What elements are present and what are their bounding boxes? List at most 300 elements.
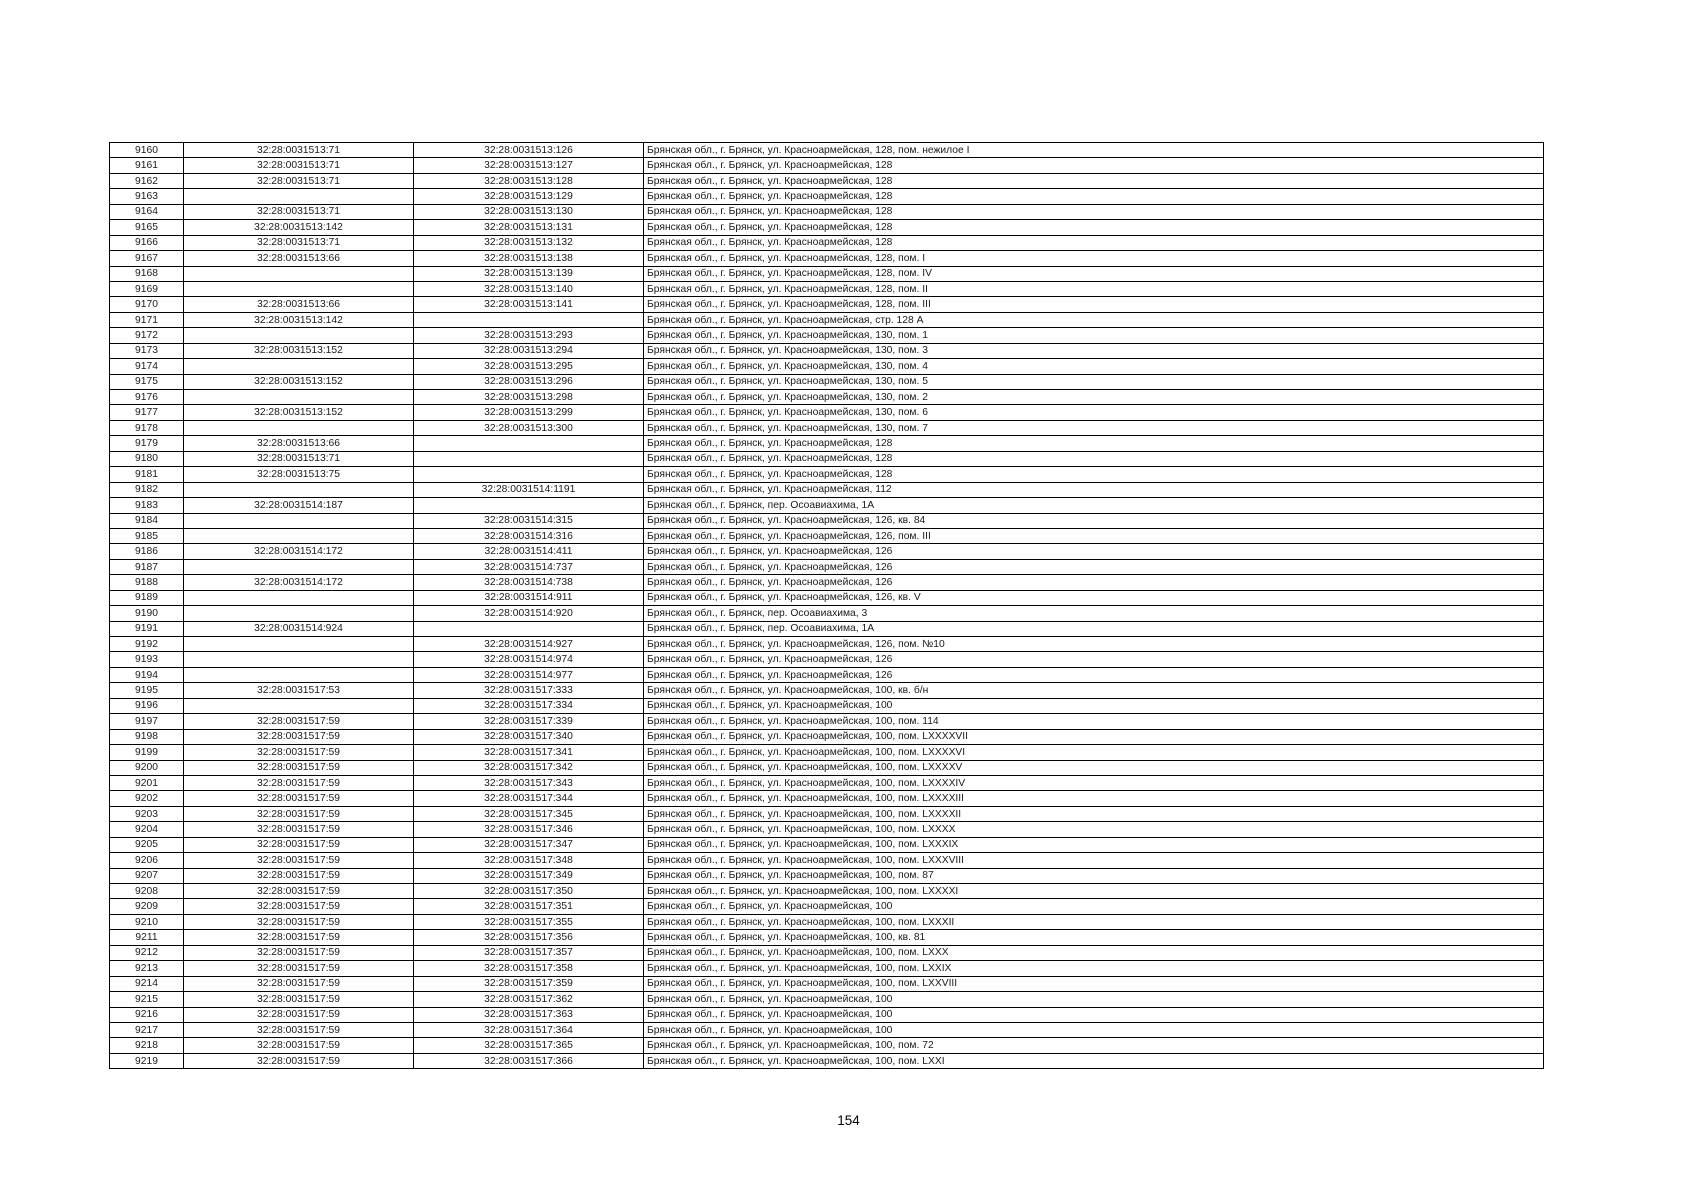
parent-cadastral-number-cell	[184, 189, 414, 204]
cadastral-number-cell: 32:28:0031517:333	[414, 683, 644, 698]
table-row	[110, 868, 1544, 883]
address-cell: Брянская обл., г. Брянск, ул. Красноармейская, 126, кв. V	[644, 590, 1544, 605]
row-number-cell: 9199	[110, 745, 184, 760]
parent-cadastral-number-cell	[184, 528, 414, 543]
table-row	[110, 189, 1544, 204]
parent-cadastral-number-cell	[184, 559, 414, 574]
parent-cadastral-number-cell: 32:28:0031513:66	[184, 297, 414, 312]
table-row	[110, 884, 1544, 899]
cadastral-number-cell: 32:28:0031513:130	[414, 204, 644, 219]
row-number-cell: 9160	[110, 143, 184, 158]
row-number-cell: 9206	[110, 853, 184, 868]
parent-cadastral-number-cell: 32:28:0031513:71	[184, 158, 414, 173]
cadastral-number-cell: 32:28:0031513:294	[414, 343, 644, 358]
address-cell: Брянская обл., г. Брянск, ул. Красноармейская, 126	[644, 575, 1544, 590]
parent-cadastral-number-cell: 32:28:0031517:59	[184, 961, 414, 976]
table-row	[110, 914, 1544, 929]
address-cell: Брянская обл., г. Брянск, ул. Красноармейская, 100, пом. LXXVIII	[644, 976, 1544, 991]
cadastral-number-cell: 32:28:0031517:345	[414, 806, 644, 821]
parent-cadastral-number-cell: 32:28:0031517:59	[184, 1053, 414, 1068]
row-number-cell: 9215	[110, 992, 184, 1007]
cadastral-number-cell: 32:28:0031517:366	[414, 1053, 644, 1068]
table-row	[110, 961, 1544, 976]
parent-cadastral-number-cell	[184, 652, 414, 667]
address-cell: Брянская обл., г. Брянск, ул. Красноармейская, 100, пом. LXXXVIII	[644, 853, 1544, 868]
parent-cadastral-number-cell: 32:28:0031517:59	[184, 745, 414, 760]
row-number-cell: 9198	[110, 729, 184, 744]
address-cell: Брянская обл., г. Брянск, ул. Красноармейская, 100, кв. б/н	[644, 683, 1544, 698]
row-number-cell: 9173	[110, 343, 184, 358]
parent-cadastral-number-cell: 32:28:0031513:66	[184, 436, 414, 451]
row-number-cell: 9167	[110, 251, 184, 266]
table-row	[110, 436, 1544, 451]
row-number-cell: 9201	[110, 775, 184, 790]
parent-cadastral-number-cell: 32:28:0031513:71	[184, 235, 414, 250]
address-cell: Брянская обл., г. Брянск, ул. Красноармейская, 126	[644, 652, 1544, 667]
parent-cadastral-number-cell	[184, 698, 414, 713]
parent-cadastral-number-cell: 32:28:0031517:59	[184, 914, 414, 929]
cadastral-number-cell: 32:28:0031514:920	[414, 606, 644, 621]
row-number-cell: 9196	[110, 698, 184, 713]
parent-cadastral-number-cell: 32:28:0031517:59	[184, 760, 414, 775]
row-number-cell: 9175	[110, 374, 184, 389]
row-number-cell: 9171	[110, 312, 184, 327]
row-number-cell: 9166	[110, 235, 184, 250]
row-number-cell: 9208	[110, 884, 184, 899]
address-cell: Брянская обл., г. Брянск, ул. Красноармейская, 100	[644, 1022, 1544, 1037]
cadastral-number-cell: 32:28:0031517:343	[414, 775, 644, 790]
cadastral-number-cell: 32:28:0031517:363	[414, 1007, 644, 1022]
parent-cadastral-number-cell: 32:28:0031517:59	[184, 884, 414, 899]
table-row	[110, 467, 1544, 482]
table-row	[110, 652, 1544, 667]
cadastral-number-cell	[414, 621, 644, 636]
cadastral-number-cell: 32:28:0031517:350	[414, 884, 644, 899]
table-row	[110, 791, 1544, 806]
address-cell: Брянская обл., г. Брянск, ул. Красноармейская, 130, пом. 6	[644, 405, 1544, 420]
table-row	[110, 359, 1544, 374]
records-table-body	[110, 143, 1544, 1069]
row-number-cell: 9191	[110, 621, 184, 636]
cadastral-number-cell: 32:28:0031517:359	[414, 976, 644, 991]
parent-cadastral-number-cell	[184, 606, 414, 621]
row-number-cell: 9214	[110, 976, 184, 991]
table-row	[110, 158, 1544, 173]
row-number-cell: 9182	[110, 482, 184, 497]
address-cell: Брянская обл., г. Брянск, ул. Красноармейская, 128, пом. III	[644, 297, 1544, 312]
table-row	[110, 1022, 1544, 1037]
address-cell: Брянская обл., г. Брянск, ул. Красноармейская, 126, пом. III	[644, 528, 1544, 543]
address-cell: Брянская обл., г. Брянск, ул. Красноармейская, 128	[644, 220, 1544, 235]
row-number-cell: 9184	[110, 513, 184, 528]
address-cell: Брянская обл., г. Брянск, ул. Красноармейская, 126, кв. 84	[644, 513, 1544, 528]
table-row	[110, 328, 1544, 343]
address-cell: Брянская обл., г. Брянск, ул. Красноармейская, 128	[644, 158, 1544, 173]
cadastral-number-cell: 32:28:0031513:140	[414, 281, 644, 296]
table-row	[110, 575, 1544, 590]
cadastral-number-cell: 32:28:0031517:344	[414, 791, 644, 806]
cadastral-number-cell: 32:28:0031517:341	[414, 745, 644, 760]
row-number-cell: 9197	[110, 714, 184, 729]
parent-cadastral-number-cell: 32:28:0031517:59	[184, 945, 414, 960]
address-cell: Брянская обл., г. Брянск, ул. Красноармейская, 100, пом. 114	[644, 714, 1544, 729]
table-row	[110, 1053, 1544, 1068]
cadastral-number-cell: 32:28:0031514:974	[414, 652, 644, 667]
cadastral-number-cell: 32:28:0031517:351	[414, 899, 644, 914]
cadastral-number-cell: 32:28:0031513:127	[414, 158, 644, 173]
table-row	[110, 745, 1544, 760]
records-table	[109, 142, 1544, 1069]
parent-cadastral-number-cell: 32:28:0031517:59	[184, 714, 414, 729]
cadastral-number-cell: 32:28:0031513:131	[414, 220, 644, 235]
table-row	[110, 683, 1544, 698]
table-row	[110, 930, 1544, 945]
table-row	[110, 498, 1544, 513]
table-row	[110, 281, 1544, 296]
cadastral-number-cell: 32:28:0031517:342	[414, 760, 644, 775]
row-number-cell: 9210	[110, 914, 184, 929]
address-cell: Брянская обл., г. Брянск, ул. Красноармейская, 100, пом. LXXXXII	[644, 806, 1544, 821]
address-cell: Брянская обл., г. Брянск, ул. Красноармейская, 100, кв. 81	[644, 930, 1544, 945]
cadastral-number-cell: 32:28:0031514:316	[414, 528, 644, 543]
row-number-cell: 9202	[110, 791, 184, 806]
row-number-cell: 9207	[110, 868, 184, 883]
parent-cadastral-number-cell	[184, 390, 414, 405]
row-number-cell: 9161	[110, 158, 184, 173]
table-row	[110, 1007, 1544, 1022]
address-cell: Брянская обл., г. Брянск, ул. Красноармейская, 112	[644, 482, 1544, 497]
parent-cadastral-number-cell: 32:28:0031517:59	[184, 992, 414, 1007]
row-number-cell: 9165	[110, 220, 184, 235]
table-row	[110, 528, 1544, 543]
cadastral-number-cell: 32:28:0031513:300	[414, 420, 644, 435]
address-cell: Брянская обл., г. Брянск, ул. Красноармейская, 100, пом. LXXXIX	[644, 837, 1544, 852]
parent-cadastral-number-cell: 32:28:0031517:59	[184, 729, 414, 744]
parent-cadastral-number-cell: 32:28:0031513:152	[184, 343, 414, 358]
parent-cadastral-number-cell: 32:28:0031517:59	[184, 822, 414, 837]
table-row	[110, 390, 1544, 405]
table-row	[110, 992, 1544, 1007]
row-number-cell: 9163	[110, 189, 184, 204]
address-cell: Брянская обл., г. Брянск, ул. Красноармейская, 100, пом. 87	[644, 868, 1544, 883]
parent-cadastral-number-cell	[184, 420, 414, 435]
address-cell: Брянская обл., г. Брянск, ул. Красноармейская, 128	[644, 204, 1544, 219]
cadastral-number-cell: 32:28:0031513:128	[414, 173, 644, 188]
cadastral-number-cell: 32:28:0031517:356	[414, 930, 644, 945]
table-row	[110, 482, 1544, 497]
row-number-cell: 9172	[110, 328, 184, 343]
cadastral-number-cell: 32:28:0031517:365	[414, 1038, 644, 1053]
row-number-cell: 9170	[110, 297, 184, 312]
address-cell: Брянская обл., г. Брянск, ул. Красноармейская, 100	[644, 698, 1544, 713]
table-row	[110, 621, 1544, 636]
cadastral-number-cell: 32:28:0031513:293	[414, 328, 644, 343]
cadastral-number-cell: 32:28:0031514:911	[414, 590, 644, 605]
table-row	[110, 251, 1544, 266]
row-number-cell: 9193	[110, 652, 184, 667]
row-number-cell: 9176	[110, 390, 184, 405]
table-row	[110, 637, 1544, 652]
parent-cadastral-number-cell: 32:28:0031517:59	[184, 1022, 414, 1037]
table-row	[110, 420, 1544, 435]
table-row	[110, 822, 1544, 837]
address-cell: Брянская обл., г. Брянск, ул. Красноармейская, 128, пом. IV	[644, 266, 1544, 281]
row-number-cell: 9185	[110, 528, 184, 543]
row-number-cell: 9213	[110, 961, 184, 976]
cadastral-number-cell: 32:28:0031517:348	[414, 853, 644, 868]
cadastral-number-cell: 32:28:0031513:139	[414, 266, 644, 281]
table-row	[110, 1038, 1544, 1053]
address-cell: Брянская обл., г. Брянск, ул. Красноармейская, 130, пом. 1	[644, 328, 1544, 343]
address-cell: Брянская обл., г. Брянск, ул. Красноармейская, 128	[644, 189, 1544, 204]
parent-cadastral-number-cell: 32:28:0031513:71	[184, 173, 414, 188]
row-number-cell: 9169	[110, 281, 184, 296]
table-row	[110, 220, 1544, 235]
address-cell: Брянская обл., г. Брянск, ул. Красноармейская, 100, пом. LXXXXVII	[644, 729, 1544, 744]
parent-cadastral-number-cell: 32:28:0031513:71	[184, 143, 414, 158]
parent-cadastral-number-cell: 32:28:0031513:152	[184, 374, 414, 389]
address-cell: Брянская обл., г. Брянск, ул. Красноармейская, 128	[644, 451, 1544, 466]
table-row	[110, 544, 1544, 559]
address-cell: Брянская обл., г. Брянск, ул. Красноармейская, 100, пом. LXXXXIII	[644, 791, 1544, 806]
cadastral-number-cell: 32:28:0031517:358	[414, 961, 644, 976]
table-row	[110, 945, 1544, 960]
cadastral-number-cell: 32:28:0031514:737	[414, 559, 644, 574]
cadastral-number-cell: 32:28:0031517:355	[414, 914, 644, 929]
parent-cadastral-number-cell: 32:28:0031513:66	[184, 251, 414, 266]
table-row	[110, 667, 1544, 682]
parent-cadastral-number-cell: 32:28:0031513:71	[184, 451, 414, 466]
cadastral-number-cell: 32:28:0031517:347	[414, 837, 644, 852]
cadastral-number-cell: 32:28:0031517:346	[414, 822, 644, 837]
cadastral-number-cell: 32:28:0031513:132	[414, 235, 644, 250]
row-number-cell: 9190	[110, 606, 184, 621]
parent-cadastral-number-cell: 32:28:0031517:59	[184, 899, 414, 914]
cadastral-number-cell: 32:28:0031517:364	[414, 1022, 644, 1037]
address-cell: Брянская обл., г. Брянск, ул. Красноармейская, 128	[644, 436, 1544, 451]
parent-cadastral-number-cell	[184, 590, 414, 605]
parent-cadastral-number-cell: 32:28:0031514:172	[184, 575, 414, 590]
address-cell: Брянская обл., г. Брянск, ул. Красноармейская, 128, пом. II	[644, 281, 1544, 296]
cadastral-number-cell: 32:28:0031517:349	[414, 868, 644, 883]
address-cell: Брянская обл., г. Брянск, ул. Красноармейская, 128, пом. нежилое I	[644, 143, 1544, 158]
row-number-cell: 9219	[110, 1053, 184, 1068]
parent-cadastral-number-cell: 32:28:0031513:152	[184, 405, 414, 420]
cadastral-number-cell: 32:28:0031514:977	[414, 667, 644, 682]
row-number-cell: 9180	[110, 451, 184, 466]
parent-cadastral-number-cell	[184, 359, 414, 374]
address-cell: Брянская обл., г. Брянск, ул. Красноармейская, 128	[644, 467, 1544, 482]
cadastral-number-cell: 32:28:0031513:296	[414, 374, 644, 389]
table-row	[110, 606, 1544, 621]
row-number-cell: 9179	[110, 436, 184, 451]
parent-cadastral-number-cell	[184, 513, 414, 528]
table-row	[110, 266, 1544, 281]
table-row	[110, 729, 1544, 744]
address-cell: Брянская обл., г. Брянск, ул. Красноармейская, 100, пом. LXXXX	[644, 822, 1544, 837]
row-number-cell: 9174	[110, 359, 184, 374]
address-cell: Брянская обл., г. Брянск, ул. Красноармейская, 126	[644, 667, 1544, 682]
parent-cadastral-number-cell	[184, 667, 414, 682]
address-cell: Брянская обл., г. Брянск, ул. Красноармейская, 100, пом. LXXXXIV	[644, 775, 1544, 790]
parent-cadastral-number-cell	[184, 328, 414, 343]
cadastral-number-cell: 32:28:0031513:299	[414, 405, 644, 420]
parent-cadastral-number-cell: 32:28:0031517:59	[184, 1038, 414, 1053]
cadastral-number-cell: 32:28:0031513:295	[414, 359, 644, 374]
row-number-cell: 9188	[110, 575, 184, 590]
cadastral-number-cell: 32:28:0031514:927	[414, 637, 644, 652]
row-number-cell: 9189	[110, 590, 184, 605]
address-cell: Брянская обл., г. Брянск, ул. Красноармейская, стр. 128 А	[644, 312, 1544, 327]
cadastral-number-cell	[414, 467, 644, 482]
address-cell: Брянская обл., г. Брянск, ул. Красноармейская, 130, пом. 3	[644, 343, 1544, 358]
cadastral-number-cell: 32:28:0031517:357	[414, 945, 644, 960]
parent-cadastral-number-cell: 32:28:0031517:59	[184, 853, 414, 868]
table-row	[110, 837, 1544, 852]
table-row	[110, 559, 1544, 574]
table-row	[110, 714, 1544, 729]
table-row	[110, 451, 1544, 466]
row-number-cell: 9162	[110, 173, 184, 188]
cadastral-number-cell: 32:28:0031513:298	[414, 390, 644, 405]
cadastral-number-cell: 32:28:0031517:362	[414, 992, 644, 1007]
row-number-cell: 9194	[110, 667, 184, 682]
table-row	[110, 976, 1544, 991]
cadastral-number-cell	[414, 436, 644, 451]
parent-cadastral-number-cell: 32:28:0031513:75	[184, 467, 414, 482]
address-cell: Брянская обл., г. Брянск, ул. Красноармейская, 128	[644, 235, 1544, 250]
parent-cadastral-number-cell	[184, 281, 414, 296]
address-cell: Брянская обл., г. Брянск, ул. Красноармейская, 100	[644, 1007, 1544, 1022]
address-cell: Брянская обл., г. Брянск, ул. Красноармейская, 100	[644, 899, 1544, 914]
parent-cadastral-number-cell: 32:28:0031514:924	[184, 621, 414, 636]
table-row	[110, 899, 1544, 914]
parent-cadastral-number-cell: 32:28:0031517:53	[184, 683, 414, 698]
row-number-cell: 9181	[110, 467, 184, 482]
table-row	[110, 374, 1544, 389]
row-number-cell: 9186	[110, 544, 184, 559]
address-cell: Брянская обл., г. Брянск, ул. Красноармейская, 100, пом. LXXXII	[644, 914, 1544, 929]
address-cell: Брянская обл., г. Брянск, ул. Красноармейская, 128, пом. I	[644, 251, 1544, 266]
address-cell: Брянская обл., г. Брянск, ул. Красноармейская, 100	[644, 992, 1544, 1007]
table-row	[110, 143, 1544, 158]
table-row	[110, 405, 1544, 420]
address-cell: Брянская обл., г. Брянск, ул. Красноармейская, 100, пом. LXXXXVI	[644, 745, 1544, 760]
address-cell: Брянская обл., г. Брянск, пер. Осоавиахима, 1А	[644, 498, 1544, 513]
address-cell: Брянская обл., г. Брянск, ул. Красноармейская, 126, пом. №10	[644, 637, 1544, 652]
row-number-cell: 9200	[110, 760, 184, 775]
address-cell: Брянская обл., г. Брянск, ул. Красноармейская, 100, пом. LXXXXI	[644, 884, 1544, 899]
table-row	[110, 235, 1544, 250]
parent-cadastral-number-cell: 32:28:0031517:59	[184, 837, 414, 852]
address-cell: Брянская обл., г. Брянск, ул. Красноармейская, 130, пом. 2	[644, 390, 1544, 405]
table-row	[110, 513, 1544, 528]
row-number-cell: 9195	[110, 683, 184, 698]
row-number-cell: 9183	[110, 498, 184, 513]
address-cell: Брянская обл., г. Брянск, ул. Красноармейская, 128	[644, 173, 1544, 188]
cadastral-number-cell: 32:28:0031514:1191	[414, 482, 644, 497]
address-cell: Брянская обл., г. Брянск, ул. Красноармейская, 100, пом. 72	[644, 1038, 1544, 1053]
address-cell: Брянская обл., г. Брянск, ул. Красноармейская, 130, пом. 4	[644, 359, 1544, 374]
parent-cadastral-number-cell: 32:28:0031517:59	[184, 791, 414, 806]
cadastral-number-cell: 32:28:0031517:334	[414, 698, 644, 713]
parent-cadastral-number-cell: 32:28:0031513:71	[184, 204, 414, 219]
table-row	[110, 173, 1544, 188]
parent-cadastral-number-cell: 32:28:0031513:142	[184, 312, 414, 327]
row-number-cell: 9216	[110, 1007, 184, 1022]
address-cell: Брянская обл., г. Брянск, ул. Красноармейская, 130, пом. 5	[644, 374, 1544, 389]
cadastral-number-cell: 32:28:0031513:138	[414, 251, 644, 266]
row-number-cell: 9168	[110, 266, 184, 281]
cadastral-number-cell	[414, 312, 644, 327]
address-cell: Брянская обл., г. Брянск, ул. Красноармейская, 100, пом. LXXXXV	[644, 760, 1544, 775]
address-cell: Брянская обл., г. Брянск, ул. Красноармейская, 126	[644, 544, 1544, 559]
row-number-cell: 9212	[110, 945, 184, 960]
parent-cadastral-number-cell: 32:28:0031513:142	[184, 220, 414, 235]
parent-cadastral-number-cell	[184, 637, 414, 652]
row-number-cell: 9192	[110, 637, 184, 652]
parent-cadastral-number-cell: 32:28:0031517:59	[184, 930, 414, 945]
row-number-cell: 9218	[110, 1038, 184, 1053]
address-cell: Брянская обл., г. Брянск, ул. Красноармейская, 100, пом. LXXX	[644, 945, 1544, 960]
cadastral-number-cell: 32:28:0031513:129	[414, 189, 644, 204]
page-number: 154	[837, 1113, 860, 1128]
row-number-cell: 9209	[110, 899, 184, 914]
row-number-cell: 9164	[110, 204, 184, 219]
table-row	[110, 204, 1544, 219]
row-number-cell: 9205	[110, 837, 184, 852]
address-cell: Брянская обл., г. Брянск, ул. Красноармейская, 100, пом. LXXIX	[644, 961, 1544, 976]
table-row	[110, 297, 1544, 312]
table-row	[110, 312, 1544, 327]
table-row	[110, 775, 1544, 790]
table-row	[110, 806, 1544, 821]
address-cell: Брянская обл., г. Брянск, ул. Красноармейская, 126	[644, 559, 1544, 574]
row-number-cell: 9178	[110, 420, 184, 435]
row-number-cell: 9177	[110, 405, 184, 420]
address-cell: Брянская обл., г. Брянск, ул. Красноармейская, 130, пом. 7	[644, 420, 1544, 435]
address-cell: Брянская обл., г. Брянск, пер. Осоавиахима, 3	[644, 606, 1544, 621]
table-row	[110, 760, 1544, 775]
address-cell: Брянская обл., г. Брянск, ул. Красноармейская, 100, пом. LXXI	[644, 1053, 1544, 1068]
table-row	[110, 698, 1544, 713]
address-cell: Брянская обл., г. Брянск, пер. Осоавиахима, 1А	[644, 621, 1544, 636]
row-number-cell: 9203	[110, 806, 184, 821]
row-number-cell: 9217	[110, 1022, 184, 1037]
row-number-cell: 9187	[110, 559, 184, 574]
cadastral-number-cell: 32:28:0031513:126	[414, 143, 644, 158]
parent-cadastral-number-cell: 32:28:0031517:59	[184, 868, 414, 883]
parent-cadastral-number-cell	[184, 266, 414, 281]
cadastral-number-cell: 32:28:0031514:411	[414, 544, 644, 559]
table-row	[110, 343, 1544, 358]
table-row	[110, 590, 1544, 605]
row-number-cell: 9204	[110, 822, 184, 837]
cadastral-number-cell: 32:28:0031517:339	[414, 714, 644, 729]
cadastral-number-cell	[414, 451, 644, 466]
cadastral-number-cell: 32:28:0031514:738	[414, 575, 644, 590]
parent-cadastral-number-cell: 32:28:0031517:59	[184, 806, 414, 821]
cadastral-number-cell: 32:28:0031513:141	[414, 297, 644, 312]
parent-cadastral-number-cell: 32:28:0031514:187	[184, 498, 414, 513]
cadastral-number-cell	[414, 498, 644, 513]
row-number-cell: 9211	[110, 930, 184, 945]
parent-cadastral-number-cell: 32:28:0031517:59	[184, 976, 414, 991]
parent-cadastral-number-cell: 32:28:0031517:59	[184, 775, 414, 790]
parent-cadastral-number-cell: 32:28:0031517:59	[184, 1007, 414, 1022]
cadastral-number-cell: 32:28:0031514:315	[414, 513, 644, 528]
parent-cadastral-number-cell: 32:28:0031514:172	[184, 544, 414, 559]
